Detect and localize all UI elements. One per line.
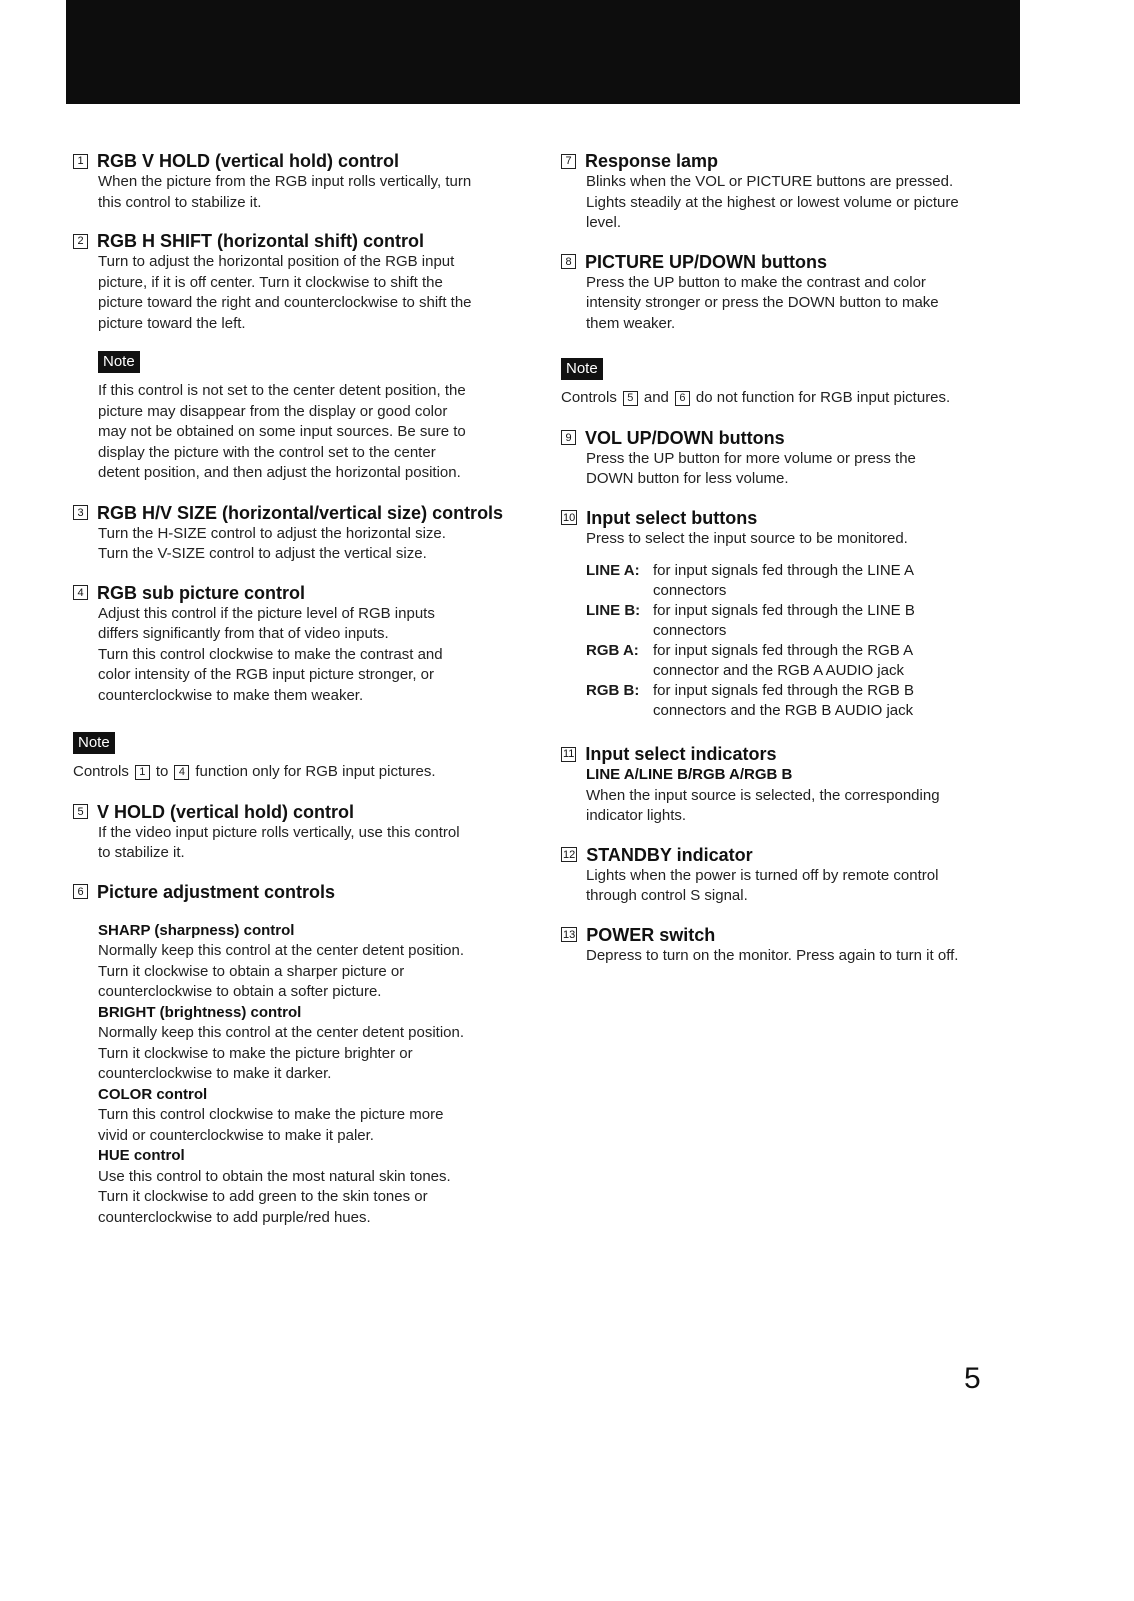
- section-title: VOL UP/DOWN buttons: [585, 427, 785, 448]
- subsection-body: Turn this control clockwise to make the picture more vivid or counterclockwise to make it paler.: [98, 1106, 444, 1144]
- subsection-color: [98, 1085, 543, 1147]
- subsection-title: LINE A/LINE B/RGB A/RGB B: [586, 766, 793, 783]
- input-label: RGB A:: [586, 642, 639, 659]
- section-title: RGB V HOLD (vertical hold) control: [97, 151, 400, 171]
- section-body: When the picture from the RGB input rolls vertically, turn this control to stabilize it.: [98, 173, 472, 211]
- note-text: Controls: [73, 763, 129, 780]
- section-title: RGB H/V SIZE (horizontal/vertical size) controls: [97, 502, 504, 523]
- section-body: Blinks when the VOL or PICTURE buttons are pressed. Lights steadily at the highest or lowest volume or picture level.: [586, 173, 959, 231]
- section-power-switch: [561, 924, 1031, 967]
- section-title: POWER switch: [586, 924, 716, 945]
- input-description: for input signals fed through the RGB A connector and the RGB A AUDIO jack: [653, 642, 914, 679]
- subsection-bright: [98, 1003, 543, 1085]
- section-vol-up-down: [561, 427, 1031, 490]
- section-picture-up-down: [561, 251, 1031, 335]
- section-body: Press to select the input source to be monitored.: [586, 529, 908, 547]
- section-title: RGB H SHIFT (horizontal shift) control: [97, 231, 424, 251]
- item-number-badge: 8: [561, 254, 576, 269]
- subsection-title: BRIGHT (brightness) control: [98, 1003, 302, 1021]
- item-number-badge: 12: [563, 848, 576, 861]
- subsection-title: HUE control: [98, 1147, 185, 1164]
- item-number-badge: 6: [73, 884, 88, 899]
- subsection-title: COLOR control: [98, 1085, 208, 1103]
- section-response-lamp: [561, 150, 1031, 234]
- header-band: [66, 0, 1020, 104]
- section-body: When the input source is selected, the corresponding indicator lights.: [586, 786, 940, 824]
- section-rgb-h-shift: [73, 230, 543, 334]
- item-number-badge: 6: [675, 391, 690, 406]
- item-number-badge: 5: [623, 391, 638, 406]
- section-title: PICTURE UP/DOWN buttons: [585, 251, 827, 272]
- list-item: [586, 561, 1031, 601]
- section-rgb-hv-size: [73, 502, 543, 565]
- section-body: Press the UP button for more volume or press the DOWN button for less volume.: [586, 449, 916, 487]
- list-item: [586, 641, 1031, 681]
- section-body: Adjust this control if the picture level of RGB inputs differs significantly from that of video inputs. Turn this control clockwise to make the contrast and color intensity of the RGB input picture stronger, or counterclockwise to make them weaker.: [98, 604, 443, 704]
- list-item: [586, 601, 1031, 641]
- right-column: [561, 150, 1031, 983]
- section-body: Turn to adjust the horizontal position of the RGB input picture, if it is off center. Turn it clockwise to shift the picture toward the right and counterclockwise to shift the picture toward the left.: [98, 253, 472, 332]
- section-body: Press the UP button to make the contrast and color intensity stronger or press the DOWN button to make them weaker.: [586, 273, 939, 332]
- item-number-badge: 2: [73, 234, 88, 249]
- note-badge: Note: [73, 732, 115, 754]
- subsection-sharp: [98, 921, 543, 1003]
- section-title: Picture adjustment controls: [97, 881, 336, 902]
- section-title: Input select indicators: [585, 744, 777, 764]
- item-number-badge: 5: [73, 804, 88, 819]
- section-title: Input select buttons: [586, 507, 758, 528]
- note-rgb-controls: [73, 732, 543, 783]
- section-rgb-sub-picture: [73, 582, 543, 707]
- input-description: for input signals fed through the LINE B connectors: [653, 602, 915, 639]
- page-number: 5: [964, 1362, 981, 1395]
- section-body: If the video input picture rolls vertically, use this control to stabilize it.: [98, 823, 460, 861]
- note-text: do not function for RGB input pictures.: [695, 389, 951, 406]
- note-text: function only for RGB input pictures.: [195, 763, 436, 780]
- input-description: for input signals fed through the LINE A connectors: [653, 562, 914, 599]
- note-text: and: [643, 389, 669, 406]
- item-number-badge: 9: [561, 430, 576, 445]
- section-rgb-v-hold: [73, 150, 543, 213]
- section-body: Lights when the power is turned off by remote control through control S signal.: [586, 866, 939, 904]
- note-text: Controls: [561, 389, 617, 406]
- subsection-hue: [98, 1146, 543, 1228]
- left-column: [73, 150, 543, 1245]
- item-number-badge: 4: [73, 585, 88, 600]
- item-number-badge: 1: [135, 765, 150, 780]
- subsection-body: Normally keep this control at the center detent position. Turn it clockwise to obtain a sharper picture or counterclockwise to obtain a softer picture.: [98, 942, 465, 1000]
- section-picture-adjustment: [73, 881, 543, 1229]
- section-title: STANDBY indicator: [586, 844, 753, 865]
- input-description: for input signals fed through the RGB B connectors and the RGB B AUDIO jack: [653, 682, 914, 719]
- item-number-badge: 7: [561, 154, 576, 169]
- section-body: Depress to turn on the monitor. Press again to turn it off.: [586, 946, 959, 964]
- subsection-body: Normally keep this control at the center detent position. Turn it clockwise to make the picture brighter or counterclockwise to make it darker.: [98, 1024, 465, 1082]
- section-input-select-indicators: [561, 743, 1031, 827]
- section-title: V HOLD (vertical hold) control: [97, 801, 355, 822]
- item-number-badge: 3: [73, 505, 88, 520]
- item-number-badge: 4: [174, 765, 189, 780]
- note-h-shift: [98, 351, 543, 484]
- note-badge: Note: [98, 351, 140, 373]
- item-number-badge: 13: [563, 928, 576, 941]
- list-item: [586, 681, 1031, 721]
- section-v-hold: [73, 801, 543, 864]
- note-picture-controls: [561, 358, 1031, 409]
- note-badge: Note: [561, 358, 603, 380]
- input-source-list: [586, 561, 1031, 721]
- input-label: LINE B:: [586, 602, 641, 619]
- section-body: Turn the H-SIZE control to adjust the horizontal size. Turn the V-SIZE control to adjust the vertical size.: [98, 524, 446, 562]
- input-label: RGB B:: [586, 682, 640, 699]
- section-input-select-buttons: [561, 507, 1031, 722]
- item-number-badge: 1: [73, 154, 88, 169]
- subsection-body: Use this control to obtain the most natural skin tones. Turn it clockwise to add green to the skin tones or counterclockwise to add purple/red hues.: [98, 1167, 451, 1226]
- note-text: If this control is not set to the center detent position, the picture may disappear from the display or good color may not be obtained on some input sources. Be sure to display the picture with the control set to the center detent position, and then adjust the horizontal position.: [98, 382, 466, 481]
- note-text: to: [155, 763, 169, 780]
- section-standby-indicator: [561, 844, 1031, 907]
- item-number-badge: 10: [563, 511, 576, 524]
- subsection-title: SHARP (sharpness) control: [98, 921, 295, 939]
- input-label: LINE A:: [586, 562, 640, 579]
- item-number-badge: 11: [563, 748, 575, 760]
- section-title: RGB sub picture control: [97, 582, 306, 603]
- section-title: Response lamp: [585, 151, 719, 171]
